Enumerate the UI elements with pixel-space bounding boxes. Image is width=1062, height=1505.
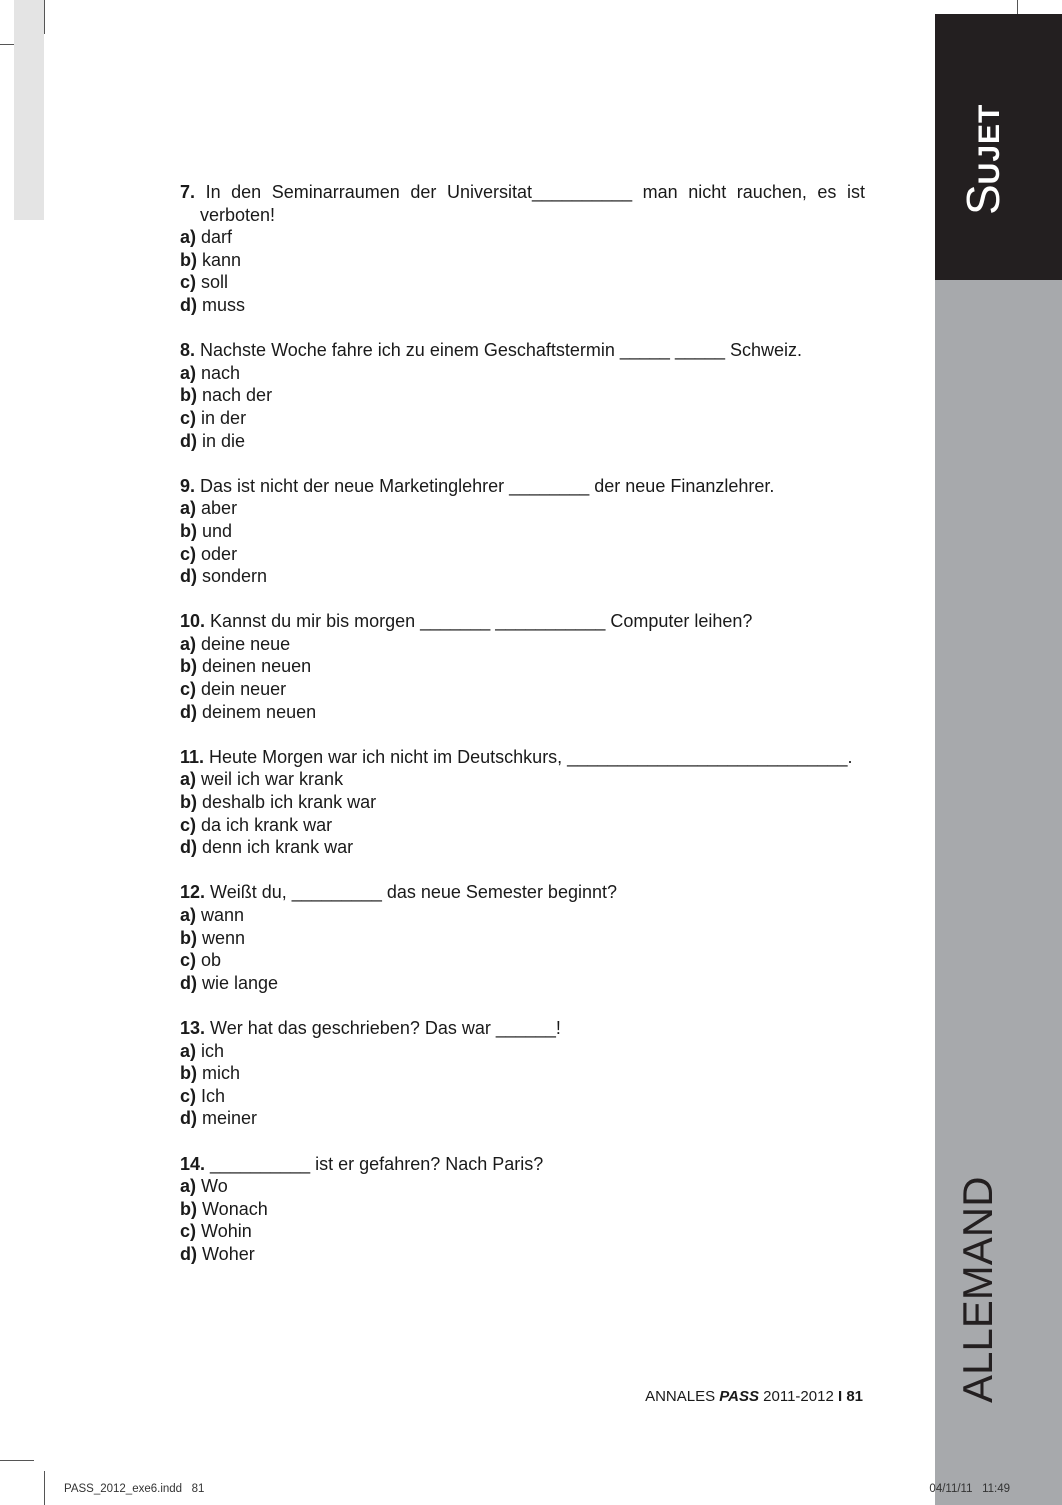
answer-option [180,655,865,678]
slug-datetime: 04/11/11 11:49 [929,1483,1010,1495]
question-block [180,610,865,723]
option-letter: d) [180,972,197,993]
answer-option [180,1085,865,1108]
option-text: wenn [202,927,246,948]
option-text: dein neuer [201,679,287,700]
option-letter: c) [180,1085,197,1106]
option-letter: d) [180,430,197,451]
option-text: oder [201,543,238,564]
option-letter: b) [180,1198,197,1219]
option-text: soll [201,272,229,293]
option-text: ob [201,950,222,971]
option-text: Wonach [202,1198,268,1219]
question-number: 7. [180,182,196,202]
option-letter: d) [180,837,197,858]
page-footer: ANNALES PASS 2011-2012 I 81 [645,1388,863,1405]
question-number: 9. [180,475,196,496]
answer-option [180,497,865,520]
option-text: in die [202,430,246,451]
option-text: wie lange [202,972,279,993]
answer-option [180,226,865,249]
crop-mark [0,1460,34,1461]
option-text: deine neue [201,633,291,654]
option-text: Ich [201,1085,226,1106]
option-letter: b) [180,792,197,813]
answer-option [180,520,865,543]
answer-option [180,949,865,972]
option-text: deinen neuen [202,656,312,677]
answer-option [180,791,865,814]
option-letter: b) [180,927,197,948]
option-text: muss [202,294,246,315]
option-letter: c) [180,543,197,564]
question-text [180,1017,865,1040]
answer-option [180,1198,865,1221]
option-text: Wo [201,1176,228,1197]
question-block [180,746,865,859]
question-block [180,475,865,588]
question-text [180,181,865,226]
crop-mark [44,1471,45,1505]
answer-option [180,1243,865,1266]
color-bar [14,0,44,220]
option-letter: c) [180,272,197,293]
option-text: wann [201,905,245,925]
question-list [180,181,865,1288]
option-text: nach [201,362,241,383]
question-text [180,339,865,362]
question-prompt: __________ ist er gefahren? Nach Paris? [210,1153,544,1174]
option-letter: a) [180,1176,197,1197]
answer-option [180,768,865,791]
crop-mark [44,0,45,34]
option-text: sondern [202,566,268,587]
answer-option [180,678,865,701]
answer-option [180,362,865,385]
answer-option [180,294,865,317]
option-letter: d) [180,1108,197,1129]
slug-file: PASS_2012_exe6.indd 81 [64,1483,205,1495]
option-letter: b) [180,656,197,677]
answer-option [180,1062,865,1085]
option-letter: d) [180,566,197,587]
answer-option [180,543,865,566]
answer-option [180,271,865,294]
answer-option [180,384,865,407]
answer-option [180,1107,865,1130]
option-text: in der [201,407,247,428]
option-letter: d) [180,294,197,315]
question-prompt: Weißt du, _________ das neue Semester beginnt? [210,882,617,903]
option-text: deinem neuen [202,701,317,722]
option-text: Wohin [201,1221,252,1242]
question-text [180,746,865,769]
option-letter: c) [180,950,197,971]
answer-option [180,814,865,837]
answer-option [180,1040,865,1063]
option-letter: a) [180,498,197,519]
question-prompt: Nachste Woche fahre ich zu einem Geschaftstermin _____ _____ Schweiz. [200,340,803,361]
option-letter: c) [180,1221,197,1242]
option-letter: a) [180,905,197,925]
answer-option [180,972,865,995]
option-letter: a) [180,1040,197,1061]
option-letter: a) [180,227,197,248]
question-block [180,181,865,317]
option-letter: b) [180,1063,197,1084]
answer-option [180,927,865,950]
option-text: kann [202,249,242,270]
question-text [180,610,865,633]
question-block [180,1017,865,1130]
option-letter: b) [180,520,197,541]
answer-option [180,430,865,453]
question-block [180,1153,865,1266]
question-prompt: Wer hat das geschrieben? Das war ______! [210,1017,561,1038]
option-letter: b) [180,385,197,406]
option-letter: b) [180,249,197,270]
question-prompt: Kannst du mir bis morgen _______ ___________ Computer leihen? [210,611,753,632]
option-letter: d) [180,701,197,722]
option-letter: a) [180,362,197,383]
option-text: aber [201,498,238,519]
option-text: deshalb ich krank war [202,792,377,813]
answer-option [180,701,865,724]
option-text: Woher [202,1243,255,1264]
question-number: 13. [180,1017,206,1038]
option-text: meiner [202,1108,258,1129]
option-text: nach der [202,385,273,406]
question-prompt: Heute Morgen war ich nicht im Deutschkurs, ____________________________. [209,746,853,767]
answer-option [180,1175,865,1198]
answer-option [180,836,865,859]
subject-label: ALLEMAND [954,1176,1001,1403]
option-text: denn ich krank war [202,837,354,858]
option-letter: c) [180,679,197,700]
answer-option [180,1220,865,1243]
option-letter: c) [180,814,197,835]
question-prompt: Das ist nicht der neue Marketinglehrer ________ der neue Finanzlehrer. [200,475,775,496]
question-number: 8. [180,340,196,361]
section-label: SUJET [957,103,1009,215]
answer-option [180,904,865,927]
option-text: da ich krank war [201,814,333,835]
option-letter: c) [180,407,197,428]
question-block [180,339,865,452]
option-letter: a) [180,769,197,790]
option-text: weil ich war krank [201,769,344,790]
answer-option [180,565,865,588]
question-prompt: In den Seminarraumen der Universitat__________ man nicht rauchen, es ist verboten! [200,182,865,225]
answer-option [180,633,865,656]
answer-option [180,407,865,430]
question-block [180,881,865,994]
answer-option [180,249,865,272]
option-text: ich [201,1040,225,1061]
question-text [180,1153,865,1176]
question-number: 14. [180,1153,206,1174]
question-number: 12. [180,882,206,903]
question-number: 10. [180,611,206,632]
option-text: mich [202,1063,241,1084]
option-letter: d) [180,1243,197,1264]
option-text: darf [201,227,233,248]
question-text [180,475,865,498]
question-number: 11. [180,746,205,767]
option-text: und [202,520,233,541]
question-text [180,881,865,904]
option-letter: a) [180,633,197,654]
